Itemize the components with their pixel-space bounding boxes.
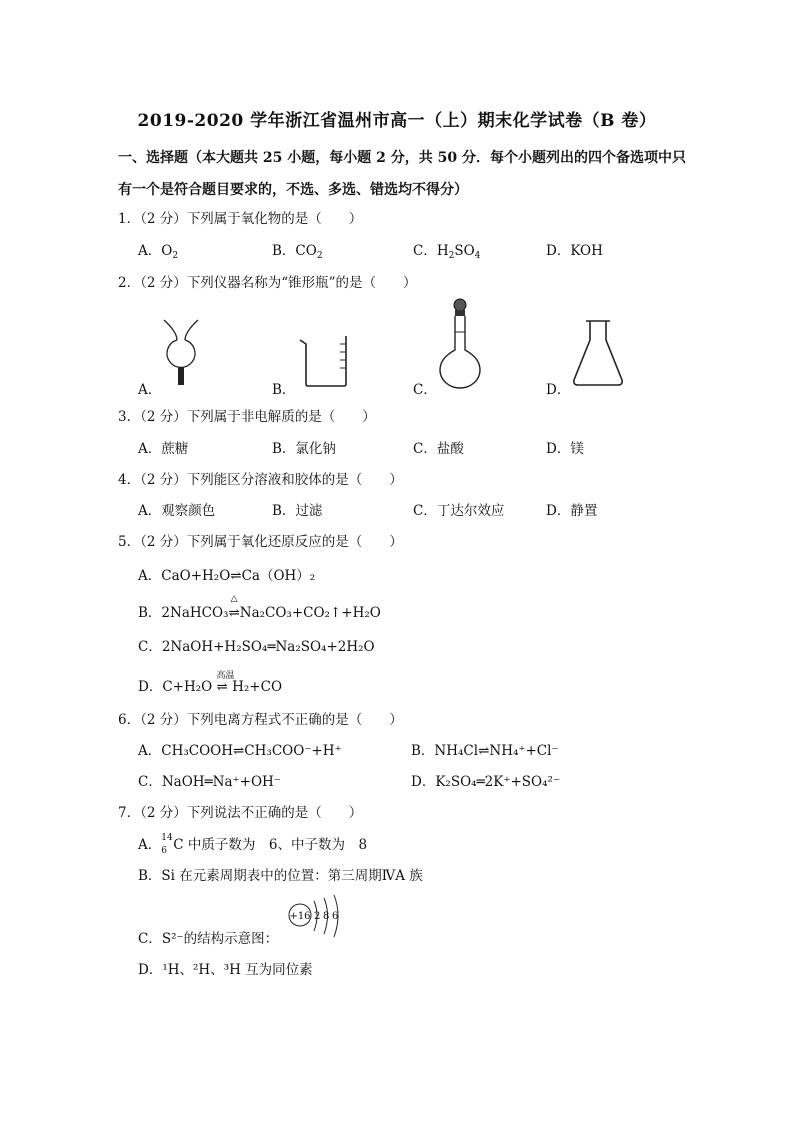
question-5-option-a: A．CaO+H₂O⇌Ca（OH）₂ [138,568,316,584]
question-6-option-a: A．CH₃COOH⇌CH₃COO⁻+H⁺ [138,743,342,759]
question-6-stem: 6．（2 分）下列电离方程式不正确的是（ ） [118,712,403,728]
question-4-option-c: C．丁达尔效应 [413,503,505,519]
question-3-option-c: C．盐酸 [413,441,464,457]
question-6-option-b: B．NH₄Cl⇌NH₄⁺+Cl⁻ [411,743,559,759]
question-4-option-d: D．静置 [546,503,598,519]
question-4-option-a: A．观察颜色 [138,503,216,519]
atomic-number: 6 [161,845,167,856]
sulfur-ion-structure-diagram [287,893,357,941]
question-7-option-d: D．¹H、²H、³H 互为同位素 [138,962,313,978]
question-5-option-b: B．2NaHCO₃ △ ⇌Na₂CO₃+CO₂↑+H₂O [138,594,381,621]
section-heading-line1: 一、选择题（本大题共 25 小题，每小题 2 分，共 50 分．每个小题列出的四个备选项中只 [118,150,686,166]
nucleus-charge: +16 [289,911,311,922]
question-2-option-d: D． [546,382,571,398]
question-1-option-d: D．KOH [546,243,603,259]
question-2-option-b: B． [272,382,296,398]
question-1-stem: 1．（2 分）下列属于氧化物的是（ ） [118,211,363,227]
page-title: 2019-2020 学年浙江省温州市高一（上）期末化学试卷（B 卷） [137,111,657,131]
question-4-stem: 4．（2 分）下列能区分溶液和胶体的是（ ） [118,472,403,488]
question-5-stem: 5．（2 分）下列属于氧化还原反应的是（ ） [118,534,403,550]
question-3-option-a: A．蔗糖 [138,441,189,457]
question-1-option-a: A．$O_2$ [138,243,179,261]
shell-2-electrons: 8 [323,911,330,922]
question-3-option-b: B．氯化钠 [272,441,336,457]
beaker-icon [298,334,354,388]
question-7-option-a: A． 14 6 C 中质子数为 6、中子数为 8 [138,832,368,856]
question-7-option-c: C．S²⁻的结构示意图： [138,931,279,947]
question-6-option-c: C．NaOH═Na⁺+OH⁻ [138,774,281,790]
volumetric-flask-icon [436,298,484,390]
mass-number: 14 [161,832,173,843]
question-3-option-d: D．镁 [546,441,584,457]
question-2-stem: 2．（2 分）下列仪器名称为“锥形瓶”的是（ ） [118,275,417,291]
question-6-option-d: D．K₂SO₄═2K⁺+SO₄²⁻ [411,774,561,790]
question-5-option-c: C．2NaOH+H₂SO₄═Na₂SO₄+2H₂O [138,639,375,655]
question-1-option-c: C．$H_2SO_4$ [413,243,481,261]
heat-symbol: △ [230,594,238,604]
question-2-option-a: A． [138,382,162,398]
shell-1-electrons: 2 [314,911,321,922]
question-2-option-c: C． [413,382,437,398]
question-7-stem: 7．（2 分）下列说法不正确的是（ ） [118,805,363,821]
question-3-stem: 3．（2 分）下列属于非电解质的是（ ） [118,409,376,425]
conical-flask-icon [570,318,626,388]
section-heading-line2: 有一个是符合题目要求的，不选、多选、错选均不得分） [118,182,468,198]
question-4-option-b: B．过滤 [272,503,323,519]
high-temperature-label: 高温 [216,671,235,681]
shell-3-electrons: 6 [332,911,339,922]
question-1-option-b: B．$CO_2$ [272,243,323,261]
question-5-option-d: D．C+H₂O 高温 ⇌ H₂+CO [138,675,282,695]
question-7-option-b: B．Si 在元素周期表中的位置：第三周期ⅣA 族 [138,868,423,884]
separatory-funnel-icon [160,318,202,388]
